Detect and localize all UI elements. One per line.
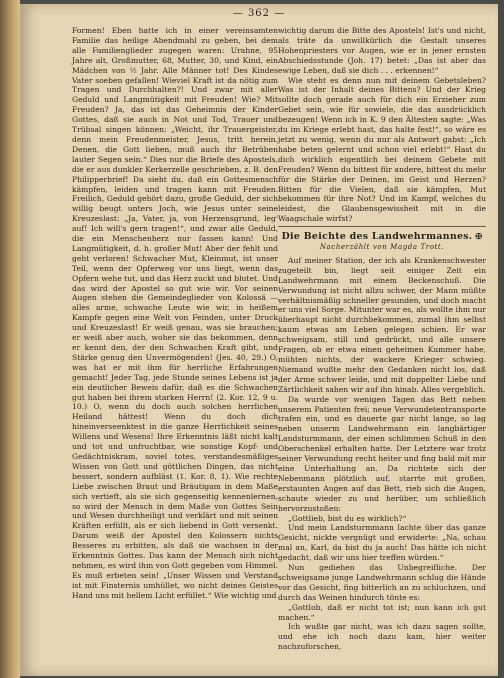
article-paragraph: „Gottlob, daß er nicht tot ist; nun kann ich gut machen.“ <box>278 602 486 622</box>
right-column <box>278 26 486 652</box>
intro-paragraph: Wie steht es denn nun mit deinem Gebetsleben? Was ist der Inhalt deines Bittens? Und der Krieg sollte doch gerade auch für dich ein Erzieher zum Gebet sein, wie für sowiele, die das ausdrücklich bezeugen! Wenn ich in K. 9 den Ältesten sagte: „Was du im Kriege erlebt hast, das halte fest!“, so wäre es jetzt zu wenig, wenn du nur als Antwort gabst: „Ich habe beten gelernt und schon viel erlebt!“ Hast du dich wirklich eigentlich bei deinem Gebete mit Freuden? Wenn du bittest für andere, bittest du mehr für die Stärke der Deinen, im Geist und Herzen? Bitten für die Vielen, daß sie kämpfen, Mut bekommen für ihre Not? Und im Kampf, welches du leidest, die Glaubensgewissheit mit in die Waagschale wirfst? <box>278 75 486 224</box>
left-paragraph: Formen! Eben hatte ich in einer vereinsamten Familie das heilige Abendmahl zu geben, bei dem alle Familienglieder zugegen waren: Urahne, 95 Jahre alt, Großmutter, 68, Mutter, 30, und Kind, ein Mädchen von ½ Jahr. Alle Männer tot! Des Kindes Vater soeben gefallen! Wieviel Kraft ist da nötig zum Tragen und Durchhalten?! Und zwar mit aller Geduld und Langmütigkeit mit Freuden! Wie? Mit Freuden? Ja, das ist das Geheimnis der Kinder Gottes, daß sie auch in Not und Tod, Trauer und Trübsal singen können: „Weicht, ihr Trauergeister, denn mein Freudenmeister, Jesus, tritt herein. Denen, die Gott lieben, muß auch ihr Betrüben lauter Segen sein.“ Dies nur die Briefe des Apostels, die er aus dunkler Kerkerzelle geschrieben, z. B. den Philipperbrief! Da sieht du, daß ein Gottesmensch kämpfen, leiden und tragen kann mit Freuden. Freilich, Geduld gehört dazu, große Geduld, der sich willig beugt unters Joch, wie Jesus unter seine Kreuzeslast: „Ja, Vater, ja, von Herzensgrund, leg' auf! Ich will's gern tragen!“, und zwar alle Geduld, die ein Menschenherz nur fassen kann! Und Langmütigkeit, d. h. großer Mut! Aber der fehlt und geht verloren! Schwacher Mut, Kleinmut, ist unser Teil, wenn der Opferweg vor uns liegt, wenn das Opfern wehe tut, und das Herz zuckt und blutet. Und das wird der Apostel so gut wie wir. Vor seinen Augen stehen die Gemeindeglieder von Kolossä — alles arme, schwache Leute wie wir, in heißem Kampfe gegen eine Welt von Feinden, unter Druck und Kreuzeslast! Er weiß genau, was sie brauchen; er weiß aber auch, woher sie das bekommen, denn er kennt den, der den Schwachen Kraft gibt, und Stärke genug den Unvermögenden! (Jes. 40, 29.) O, was hat er mit ihm für herrliche Erfahrungen gemacht! Jeder Tag, jede Stunde seines Lebens ist ja ein deutlicher Beweis dafür, daß es die Schwachen gut haben bei ihrem starken Herrn! (2. Kor. 12, 9 u. 10.) O, wenn du doch auch solchen herrlichen Heiland hättest! Wenn du doch dich hineinverseenktest in die ganze Herrlichkeit seines Willens und Wesens! Ihre Erkenntnis läßt nicht kalt und tot und unfruchtbar, wie sonstige Kopf- und Gedächtniskram, soviel totes, verstandesmäßiges Wissen von Gott und göttlichen Dingen, das nicht bessert, sondern aufbläst (1. Kor. 8, 1). Wie rechte Liebe zwischen Braut und Bräutigam in dem Maße sich vertieft, als sie sich gegenseitig kennenlernen, so wird der Mensch in dem Maße von Gottes Sein und Wesen durchheiligt und verklärt und mit seinen Kräften erfüllt, als er sich liebend in Gott versenkt. Darum weiß der Apostel den Kolossern nichts Besseres zu erbitten, als daß sie wachsen in der Erkenntnis Gottes. Das kann der Mensch sich nicht nehmen, es wird ihm von Gott gegeben vom Himmel. Es muß erbeten sein! „Unser Wissen und Verstand ist mit Finsternis umhüllet, wo nicht deines Geistes Hand uns mit hellem Licht erfüllet.“ Wie wichtig und <box>72 26 278 600</box>
article-paragraph: „Gottlieb, bist du es wirklich?“ <box>288 513 407 523</box>
book-spine <box>0 0 20 678</box>
left-column <box>72 26 278 601</box>
intro-paragraph: wichtig darum die Bitte des Apostels! Ist's und nicht, als träte da unwillkürlich die Gestalt unseres Hohenpriesters vor Augen, wie er in jener ernsten Abschiedsstunde (Joh. 17) betet: „Das ist aber das ewige Leben, daß sie dich . . . erkennen!“ <box>278 26 486 75</box>
article-paragraph: Und mein Landsturmmann lachte über das ganze Gesicht, nickte vergnügt und erwiderte: „Na, schau mal an, Karl, da bist du ja auch! Das hätte ich nicht gedacht, daß wir uns hier treffen würden.“ <box>278 523 486 563</box>
article-paragraph: Nun gediehen das Unbegreifliche. Der schweigsame junge Landwehrmann schlug die Hände vor das Gesicht, fing bitterlich an zu schluchzen, und durch das Weinen hindurch tönte es: <box>278 563 486 602</box>
page-number: — 362 — <box>232 8 286 19</box>
section-divider <box>278 226 486 227</box>
scanned-page <box>20 4 498 676</box>
article-title-text: Die Beichte des Landwehrmannes. <box>281 231 473 243</box>
article-byline: Nacherzählt von Magda Trott. <box>319 243 445 252</box>
article-paragraph: Da wurde vor wenigen Tagen das Bett neben unserem Patienten frei; neue Verwundetentransporte trafen ein, und es dauerte gar nicht lange, so lag neben unserm Landwehrmann ein langbärtiger Landsturmmann, der einen schlimmen Schuß in den Oberschenkel erhalten hatte. Der Letztere war trotz seiner Verwundung recht heiter und fing bald mit mir eine Unterhaltung an. Da richtete sich der Nebenmann plötzlich auf, starrte mit großen, erstaunten Augen auf das Bett, rieb sich die Augen, schaute wieder zu und herüber, um schließlich hervorzustoßen: <box>278 394 486 513</box>
article-paragraph: Ich wußte gar nicht, was ich dazu sagen sollte, und ehe ich noch dazu kam, hier weiter nachzuforschen, <box>278 622 486 652</box>
cross-ornament-icon: ✠ <box>475 231 483 242</box>
article-paragraph: Auf meiner Station, der ich als Krankenschwester zugeteilt bin, liegt seit einiger Zeit ein Landwehrmann mit einem Beckenschuß. Die Verwundung ist nicht allzu schwer, der Mann müßte verhältnismäßig schneller gesunden, und doch macht er uns viel Sorge. Mitunter war es, als wollte ihm nur überhaupt nicht durchbekommen, zumal ihm selbst kaum etwas am Leben gelegen schien. Er war schweigsam, still und gedrückt, und alle unsere Fragen, ob er etwa einen geheimen Kummer habe, mühten nichts, der wackere Krieger schwieg. Niemand wußte mehr den Gedanken nicht los, daß der Arme schwer leide, und mit doppelter Liebe und Zärtlichkeit sahen wir auf ihn hinab. Alles vergeblich. <box>278 255 486 394</box>
article-title <box>278 232 486 242</box>
